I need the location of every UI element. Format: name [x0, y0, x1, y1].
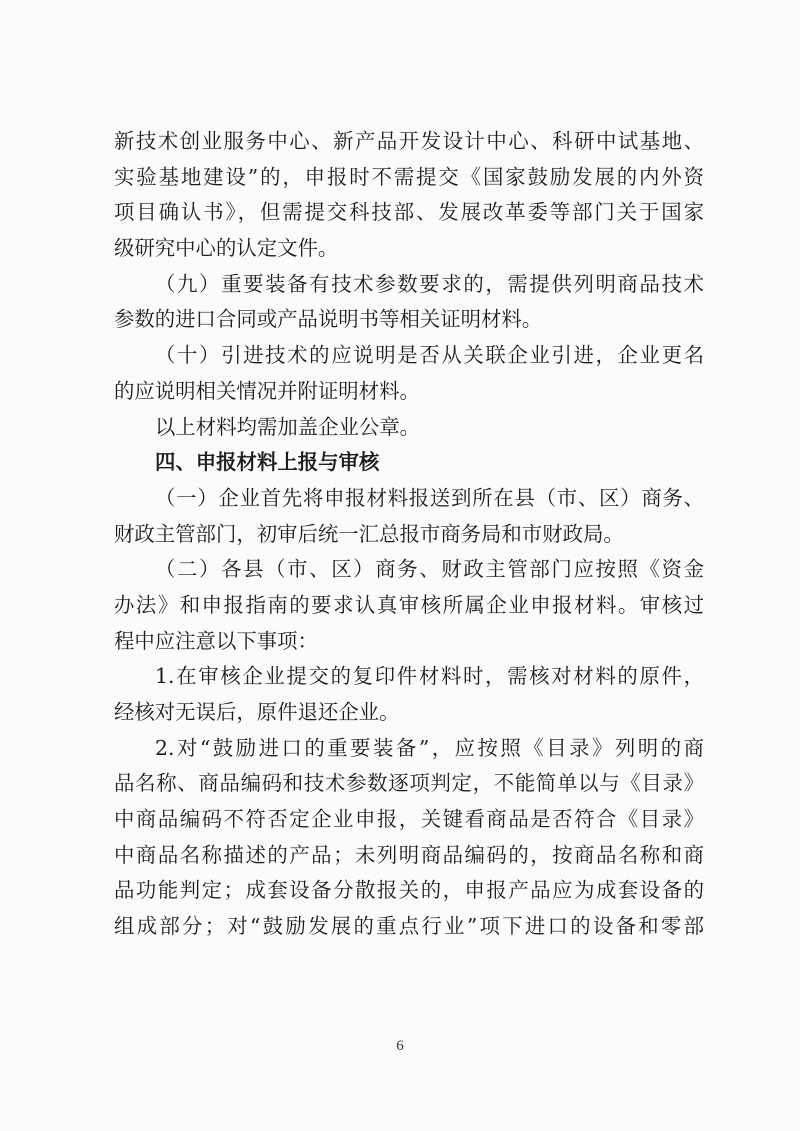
text-line: 经核对无误后，原件退还企业。: [114, 700, 400, 724]
text-line: 财政主管部门，初审后统一汇总报市商务局和市财政局。: [114, 521, 624, 546]
text-line: 参数的进口合同或产品说明书等相关证明材料。: [114, 307, 543, 332]
text-line: 新技术创业服务中心、新产品开发设计中心、科研中试基地、: [114, 129, 704, 153]
text-line: 办法》和申报指南的要求认真审核所属企业申报材料。审核过: [114, 592, 704, 617]
text-line: （一）企业首先将申报材料报送到所在县（市、区）商务、: [155, 485, 704, 510]
text-line: 中商品名称描述的产品；未列明商品编码的，按商品名称和商: [114, 842, 704, 867]
text-line: 品功能判定；成套设备分散报关的，申报产品应为成套设备的: [114, 878, 704, 903]
text-line: 程中应注意以下事项：: [114, 628, 318, 653]
text-line: 品名称、商品编码和技术参数逐项判定，不能简单以与《目录》: [114, 771, 704, 796]
text-line: 以上材料均需加盖企业公章。: [155, 414, 421, 439]
text-line: 项目确认书》，但需提交科技部、发展改革委等部门关于国家: [114, 200, 704, 225]
page-number: 6: [396, 1038, 404, 1054]
document-body: [114, 124, 704, 945]
text-line: 组成部分；对“鼓励发展的重点行业”项下进口的设备和零部: [114, 914, 704, 939]
text-line: 中商品编码不符否定企业申报，关键看商品是否符合《目录》: [114, 807, 704, 832]
section-heading: 四、申报材料上报与审核: [155, 450, 380, 475]
text-line: 实验基地建设”的，申报时不需提交《国家鼓励发展的内外资: [114, 164, 704, 189]
text-line: （九）重要装备有技术参数要求的，需提供列明商品技术: [155, 271, 704, 296]
text-line: 级研究中心的认定文件。: [114, 236, 339, 261]
text-line: 1.在审核企业提交的复印件材料时，需核对材料的原件，: [155, 664, 704, 689]
text-line: （二）各县（市、区）商务、财政主管部门应按照《资金: [155, 557, 704, 582]
text-line: 的应说明相关情况并附证明材料。: [114, 378, 420, 403]
text-line: （十）引进技术的应说明是否从关联企业引进，企业更名: [155, 343, 704, 368]
text-line: 2.对“鼓励进口的重要装备”，应按照《目录》列明的商: [155, 735, 704, 760]
